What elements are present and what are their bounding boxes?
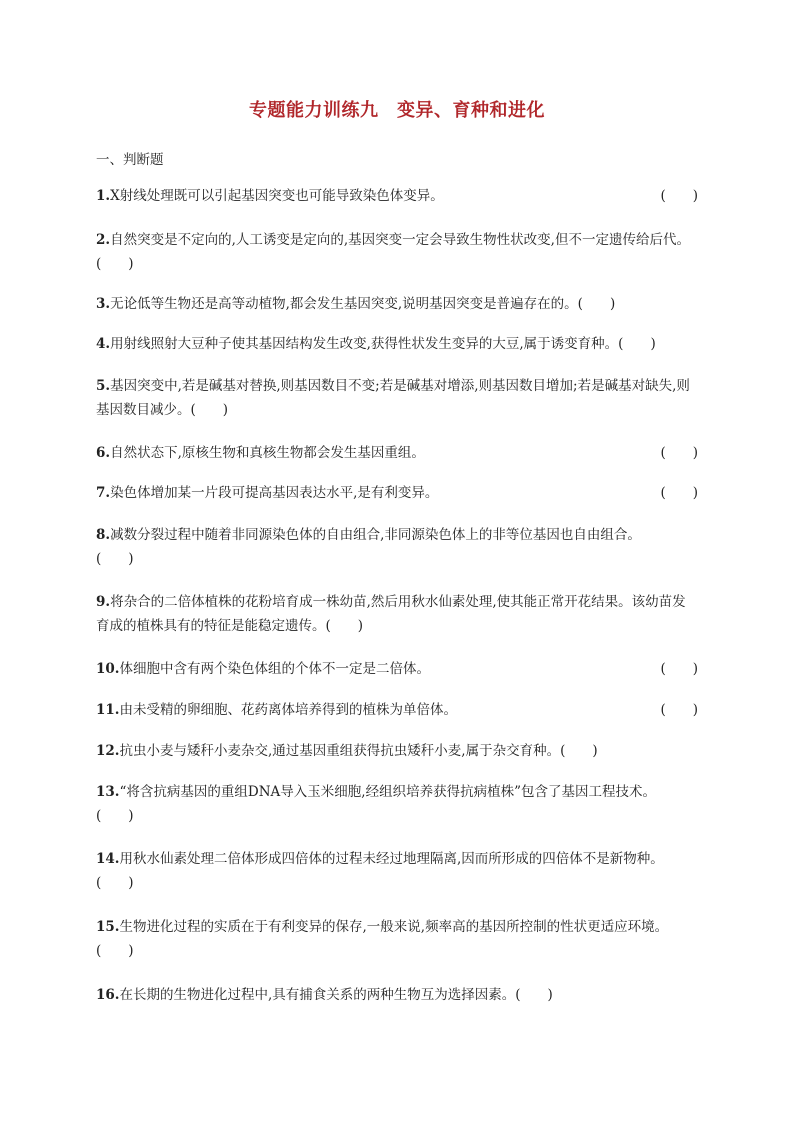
question-text: 将杂合的二倍体植株的花粉培育成一株幼苗,然后用秋水仙素处理,使其能正常开花结果。该幼苗发育成的植株具有的特征是能稳定遗传。( ) [96, 594, 686, 634]
answer-blank: ( ) [660, 485, 698, 501]
question-number: 5. [96, 378, 111, 394]
question-number: 2. [96, 232, 111, 248]
page-title: 专题能力训练九 变异、育种和进化 [249, 100, 545, 121]
question-6 [96, 441, 698, 465]
question-number: 13. [96, 784, 120, 800]
question-15 [96, 915, 698, 963]
question-5 [96, 374, 698, 422]
question-number: 9. [96, 594, 111, 610]
question-text: “将含抗病基因的重组DNA导入玉米细胞,经组织培养获得抗病植株”包含了基因工程技术。 [119, 784, 656, 800]
answer-blank: ( ) [660, 188, 698, 204]
question-number: 4. [96, 336, 111, 352]
question-text: X射线处理既可以引起基因突变也可能导致染色体变异。 [110, 188, 444, 204]
question-text: 由未受精的卵细胞、花药离体培养得到的植株为单倍体。 [119, 702, 457, 718]
question-text: 生物进化过程的实质在于有利变异的保存,一般来说,频率高的基因所控制的性状更适应环境。 [119, 919, 669, 935]
question-9 [96, 590, 698, 638]
question-text: 自然突变是不定向的,人工诱变是定向的,基因突变一定会导致生物性状改变,但不一定遗传给后代。( ) [96, 232, 690, 272]
answer-blank: ( ) [660, 661, 698, 677]
question-10 [96, 657, 698, 681]
question-text: 抗虫小麦与矮秆小麦杂交,通过基因重组获得抗虫矮秆小麦,属于杂交育种。( ) [119, 743, 598, 759]
question-number: 3. [96, 296, 111, 312]
question-number: 7. [96, 485, 111, 501]
question-2 [96, 228, 698, 276]
section-heading: 一、判断题 [96, 152, 164, 168]
answer-blank: ( ) [96, 943, 134, 959]
question-text: 在长期的生物进化过程中,具有捕食关系的两种生物互为选择因素。( ) [119, 987, 553, 1003]
question-1 [96, 184, 698, 208]
question-number: 11. [96, 702, 120, 718]
question-number: 14. [96, 851, 120, 867]
question-3 [96, 292, 698, 316]
answer-blank: ( ) [96, 551, 134, 567]
question-12 [96, 739, 698, 763]
question-number: 1. [96, 188, 111, 204]
question-16 [96, 983, 698, 1007]
question-number: 12. [96, 743, 120, 759]
answer-blank: ( ) [96, 808, 134, 824]
question-7 [96, 481, 698, 505]
answer-blank: ( ) [660, 702, 698, 718]
question-number: 10. [96, 661, 120, 677]
question-number: 8. [96, 527, 111, 543]
question-text: 体细胞中含有两个染色体组的个体不一定是二倍体。 [119, 661, 430, 677]
question-4 [96, 332, 698, 356]
question-text: 自然状态下,原核生物和真核生物都会发生基因重组。 [110, 445, 425, 461]
question-number: 16. [96, 987, 120, 1003]
question-text: 用秋水仙素处理二倍体形成四倍体的过程未经过地理隔离,因而所形成的四倍体不是新物种。 [119, 851, 664, 867]
answer-blank: ( ) [660, 445, 698, 461]
question-14 [96, 847, 698, 895]
question-11 [96, 698, 698, 722]
question-text: 染色体增加某一片段可提高基因表达水平,是有利变异。 [110, 485, 439, 501]
question-number: 6. [96, 445, 111, 461]
answer-blank: ( ) [96, 875, 134, 891]
question-8 [96, 523, 698, 571]
question-text: 用射线照射大豆种子使其基因结构发生改变,获得性状发生变异的大豆,属于诱变育种。( ) [110, 336, 656, 352]
question-text: 基因突变中,若是碱基对替换,则基因数目不变;若是碱基对增添,则基因数目增加;若是碱基对缺失,则基因数目减少。( ) [96, 378, 690, 418]
question-text: 无论低等生物还是高等动植物,都会发生基因突变,说明基因突变是普遍存在的。( ) [110, 296, 616, 312]
question-text: 减数分裂过程中随着非同源染色体的自由组合,非同源染色体上的非等位基因也自由组合。 [110, 527, 641, 543]
question-13 [96, 780, 698, 828]
question-number: 15. [96, 919, 120, 935]
